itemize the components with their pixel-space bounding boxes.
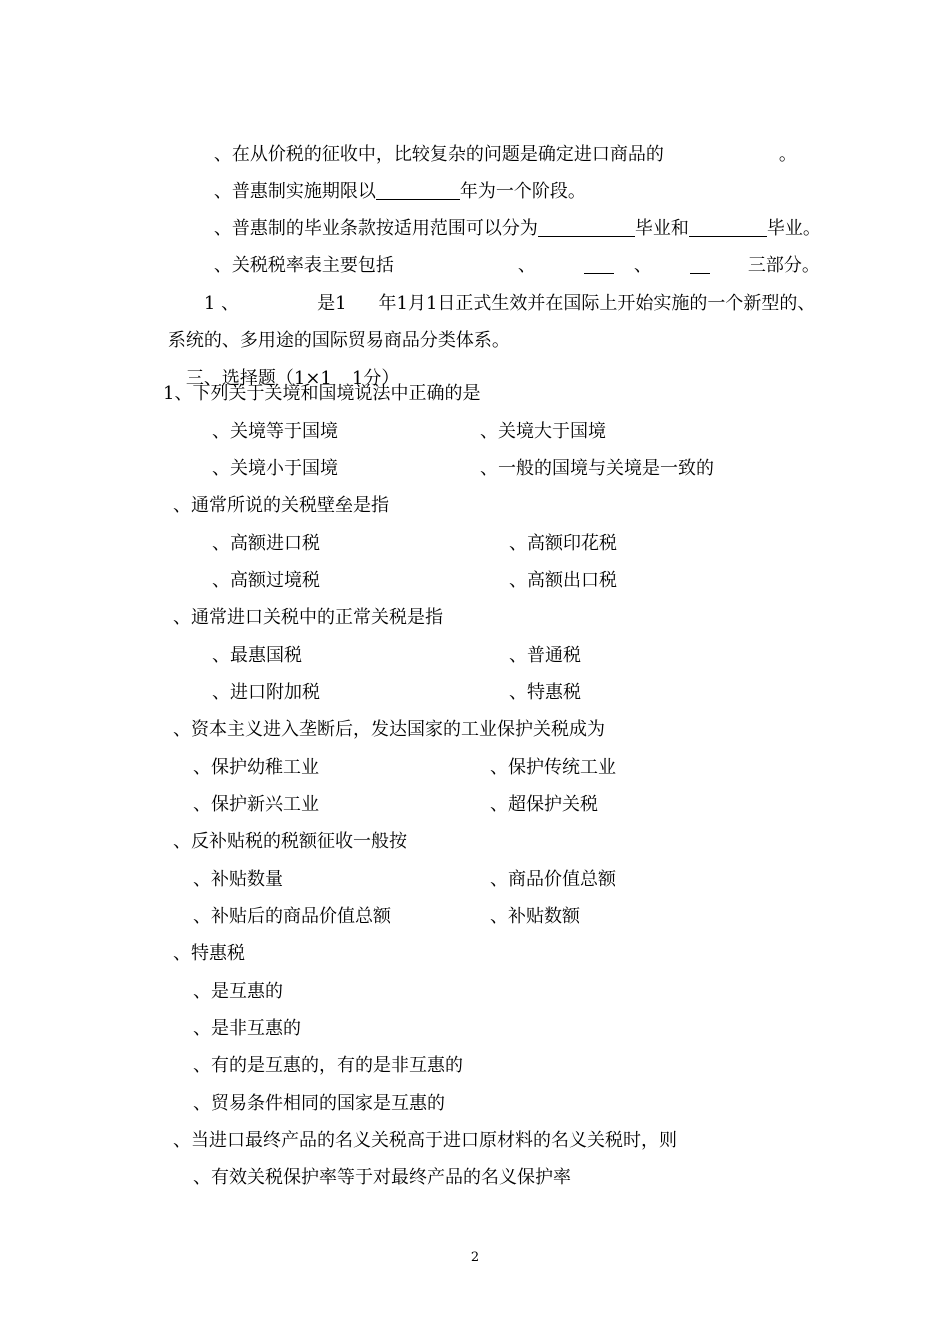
question-text: 年1月1日正式生效并在国际上开始实施的一个新型的、 xyxy=(378,293,816,314)
mc-question-stem: 、通常所说的关税壁垒是指 xyxy=(173,495,389,516)
mc-question-stem: 、特惠税 xyxy=(173,943,245,964)
mc-option[interactable]: 、超保护关税 xyxy=(490,794,598,815)
mc-option[interactable]: 、一般的国境与关境是一致的 xyxy=(480,458,714,479)
mc-option[interactable]: 、保护新兴工业 xyxy=(193,794,319,815)
mc-option[interactable]: 、高额出口税 xyxy=(509,570,617,591)
page-number: 2 xyxy=(470,1250,480,1265)
mc-question-stem: 、反补贴税的税额征收一般按 xyxy=(173,831,407,852)
section-title-text: 三、选择题（1×1 xyxy=(185,368,332,389)
mc-option[interactable]: 、保护传统工业 xyxy=(490,757,616,778)
section-score: 1分） xyxy=(351,368,400,389)
mc-option[interactable]: 、是非互惠的 xyxy=(193,1018,301,1039)
mc-question-stem: 、通常进口关税中的正常关税是指 xyxy=(173,607,443,628)
mc-option[interactable]: 、关境小于国境 xyxy=(212,458,338,479)
mc-option[interactable]: 、贸易条件相同的国家是互惠的 xyxy=(193,1093,445,1114)
mc-option[interactable]: 、高额过境税 xyxy=(212,570,320,591)
mc-question-stem: 1、下列关于关境和国境说法中正确的是 xyxy=(163,383,481,404)
mc-option[interactable]: 、是互惠的 xyxy=(193,981,283,1002)
mc-option[interactable]: 、高额印花税 xyxy=(509,533,617,554)
mc-option[interactable]: 、进口附加税 xyxy=(212,682,320,703)
mc-option[interactable]: 、关境大于国境 xyxy=(480,421,606,442)
mc-option[interactable]: 、特惠税 xyxy=(509,682,581,703)
mc-option[interactable]: 、高额进口税 xyxy=(212,533,320,554)
question-text: 、在从价税的征收中，比较复杂的问题是确定进口商品的 xyxy=(213,144,664,165)
separator: 、 xyxy=(517,255,536,276)
mc-option[interactable]: 、有的是互惠的，有的是非互惠的 xyxy=(193,1055,463,1076)
question-text-end: 三部分。 xyxy=(747,255,820,276)
mc-question-stem: 、资本主义进入垄断后，发达国家的工业保护关税成为 xyxy=(173,719,605,740)
mc-question-stem: 、当进口最终产品的名义关税高于进口原材料的名义关税时，则 xyxy=(173,1130,677,1151)
mc-option[interactable]: 、补贴后的商品价值总额 xyxy=(193,906,391,927)
question-text-mid: 毕业和 xyxy=(634,218,689,239)
question-text: 是1 xyxy=(317,293,347,314)
question-text: 、普惠制实施期限以 xyxy=(213,181,376,202)
question-text: 、关税税率表主要包括 xyxy=(213,255,394,276)
mc-option[interactable]: 、关境等于国境 xyxy=(212,421,338,442)
question-text: 系统的、多用途的国际贸易商品分类体系。 xyxy=(167,330,510,351)
question-number: 1 、 xyxy=(203,293,240,314)
question-text-end: 毕业。 xyxy=(766,218,821,239)
separator: 、 xyxy=(633,255,652,276)
mc-option[interactable]: 、有效关税保护率等于对最终产品的名义保护率 xyxy=(193,1167,571,1188)
mc-option[interactable]: 、商品价值总额 xyxy=(490,869,616,890)
question-text: 、普惠制的毕业条款按适用范围可以分为 xyxy=(213,218,538,239)
question-end: 。 xyxy=(778,144,797,165)
mc-option[interactable]: 、保护幼稚工业 xyxy=(193,757,319,778)
question-text-end: 年为一个阶段。 xyxy=(459,181,586,202)
mc-option[interactable]: 、普通税 xyxy=(509,645,581,666)
mc-option[interactable]: 、补贴数量 xyxy=(193,869,283,890)
mc-option[interactable]: 、最惠国税 xyxy=(212,645,302,666)
mc-option[interactable]: 、补贴数额 xyxy=(490,906,580,927)
